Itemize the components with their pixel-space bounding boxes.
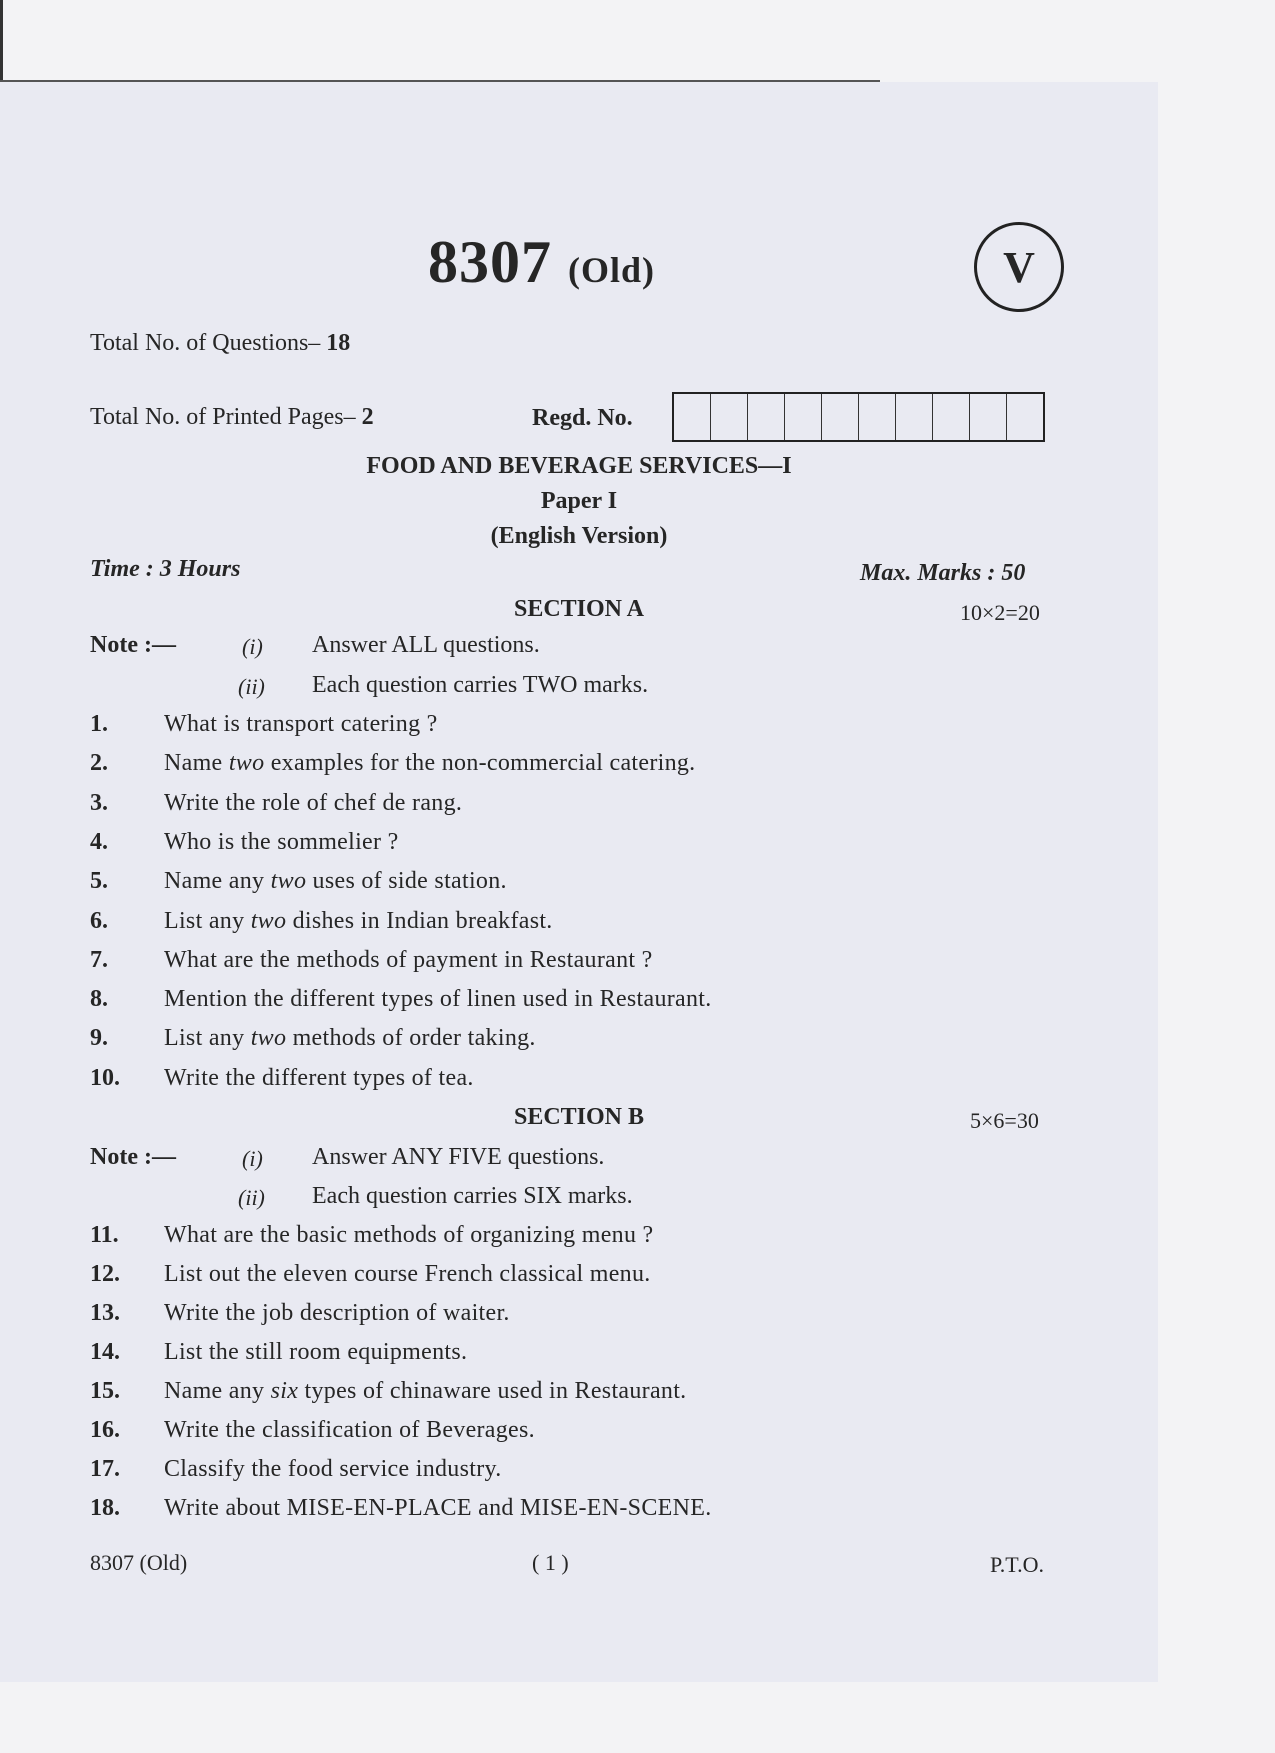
question-text-part: dishes in Indian breakfast. [286,907,553,934]
question-text [164,790,462,817]
max-marks: Max. Marks : 50 [860,560,1026,586]
question-text [164,1495,712,1522]
total-pages [90,404,374,431]
question-text-part: Write the different types of tea. [164,1064,474,1091]
question-number: 6. [90,907,108,934]
footer-page-number: ( 1 ) [532,1550,569,1575]
section-a-marks: 10×2=20 [960,600,1040,625]
total-pages-value: 2 [361,404,374,430]
question-text-part: Who is the sommelier ? [164,828,399,855]
question-number: 18. [90,1495,120,1521]
section-b-marks: 5×6=30 [970,1108,1039,1133]
question-text [164,711,438,738]
question-text-emphasis: two [250,1025,287,1052]
question-text-part: What is transport catering ? [164,711,438,737]
question-text [164,986,712,1013]
paper-code-old: (Old) [568,250,656,290]
question-text [164,750,695,777]
question-text-part: Write the role of chef de rang. [164,789,463,816]
question-number: 1. [90,711,108,737]
question-text-part: List out the eleven course French classical menu. [164,1261,651,1287]
question-text-part: What are the methods of payment in Restaurant ? [164,946,653,973]
paper-code [428,228,655,297]
section-a-title: SECTION A [513,596,645,622]
question-text [164,1222,654,1249]
question-text [164,1261,651,1288]
question-text-part: Name [164,750,229,777]
total-questions [90,330,350,357]
question-text-emphasis: two [250,907,287,934]
question-text-part: What are the basic methods of organizing menu ? [164,1222,654,1248]
question-text-part: Write the job description of waiter. [164,1300,510,1326]
question-text [164,1339,467,1366]
question-text [164,1417,535,1444]
note-number: (i) [242,1146,263,1171]
paper-number: Paper I [540,488,618,514]
question-text-part: types of chinaware used in Restaurant. [298,1378,687,1404]
note-text: Answer ALL questions. [312,632,540,658]
question-number: 13. [90,1300,120,1326]
question-text-part: List any [164,1025,251,1052]
question-number: 4. [90,828,108,855]
question-number: 15. [90,1378,120,1404]
note-number: (i) [242,634,263,659]
question-number: 3. [90,789,108,816]
question-text [164,908,553,935]
note-text: Each question carries SIX marks. [312,1183,633,1209]
footer-paper-code: 8307 (Old) [90,1550,188,1575]
footer-pto: P.T.O. [990,1552,1044,1577]
question-text-part: Mention the different types of linen used in Restaurant. [164,986,712,1013]
language-version: (English Version) [490,523,668,549]
question-number: 17. [90,1456,120,1482]
question-number: 14. [90,1339,120,1365]
question-text-emphasis: six [270,1378,299,1404]
section-a-note-label: Note :— [90,632,176,658]
question-text-part: Write about MISE-EN-PLACE and MISE-EN-SCENE. [164,1495,712,1521]
version-circle-badge [974,222,1064,312]
question-text-emphasis: two [270,868,307,895]
question-text-part: uses of side station. [306,868,507,895]
question-text-part: examples for the non-commercial catering. [264,750,696,777]
question-number: 2. [90,750,108,777]
total-questions-value: 18 [326,330,351,356]
question-text-part: Name any [164,1378,271,1404]
question-text [164,1378,686,1405]
question-number: 12. [90,1261,120,1287]
total-pages-label: Total No. of Printed Pages– [90,404,356,430]
total-questions-label: Total No. of Questions– [90,330,321,356]
question-text-part: Name any [164,868,271,895]
section-b-note-label: Note :— [90,1144,176,1170]
question-text-part: Write the classification of Beverages. [164,1417,535,1443]
question-text [164,829,399,856]
question-text-part: Classify the food service industry. [164,1456,502,1482]
question-number: 16. [90,1417,120,1443]
note-text: Answer ANY FIVE questions. [312,1144,605,1170]
question-text [164,1025,536,1052]
question-text [164,947,653,974]
version-letter: V [1003,242,1035,292]
question-number: 8. [90,986,108,1013]
question-text-part: List any [164,907,251,934]
question-text-part: methods of order taking. [286,1025,536,1052]
note-number: (ii) [238,674,265,699]
question-text-emphasis: two [228,750,265,777]
subject-title: FOOD AND BEVERAGE SERVICES—I [366,453,792,479]
question-number: 10. [90,1064,120,1091]
question-number: 5. [90,868,108,895]
question-text-part: List the still room equipments. [164,1339,468,1365]
time-allowed: Time : 3 Hours [90,556,241,582]
scan-edge-line [0,0,3,80]
question-text [164,1456,502,1483]
question-text [164,868,507,895]
question-text [164,1065,474,1092]
note-text: Each question carries TWO marks. [312,672,649,698]
note-number: (ii) [238,1185,265,1210]
regd-number-boxes [672,392,1045,442]
regd-label: Regd. No. [532,405,633,431]
question-number: 7. [90,946,108,973]
question-text [164,1300,510,1327]
question-number: 11. [90,1222,119,1248]
paper-code-number: 8307 [428,229,552,295]
section-b-title: SECTION B [513,1104,645,1130]
question-number: 9. [90,1025,108,1052]
